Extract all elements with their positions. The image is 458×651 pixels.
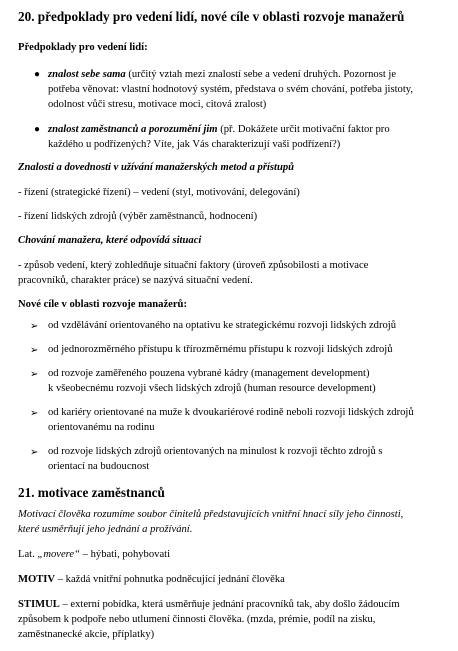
goal-line: od jednorozměrného přístupu k třírozměrnému přístupu k rozvoji lidských zdrojů (48, 344, 393, 355)
arrow-bullet-icon: ➢ (30, 408, 39, 419)
goals-heading: Nové cíle v oblasti rozvoje manažerů: (18, 299, 187, 310)
latin-suffix: – hýbati, pohybovati (80, 549, 171, 560)
prereq-heading: Předpoklady pro vedení lidí: (18, 42, 148, 53)
prereq-list (18, 67, 448, 152)
arrow-bullet-icon: ➢ (30, 447, 39, 458)
bullet-term: znalost sebe sama (48, 69, 126, 80)
bullet-icon: ● (34, 124, 41, 135)
latin-origin (18, 547, 448, 562)
motiv-definition (18, 572, 448, 587)
goals-list (18, 318, 448, 474)
bullet-text: potřeba věnovat: vlastní hodnotový systém, představa o svém chování, potřeba jistoty, (48, 84, 414, 95)
behavior-heading: Chování manažera, které odpovídá situaci (18, 235, 202, 246)
stimul-text: způsobem k podpoře nebo utlumení činnosti člověka. (mzda, prémie, podíl na zisku, (18, 614, 376, 625)
bullet-term: znalost zaměstnanců a porozumění jim (48, 124, 218, 135)
motiv-text: – každá vnitřní pohnutka podněcující jednání člověka (55, 574, 285, 585)
section-21-title: 21. motivace zaměstnanců (18, 485, 165, 500)
behavior-text (18, 258, 448, 288)
stimul-term: STIMUL (18, 599, 60, 610)
list-item (18, 405, 448, 435)
goal-line: orientací na budoucnost (48, 461, 150, 472)
goal-line: od rozvoje zaměřeného pouzena vybrané kádry (management development) (48, 368, 370, 379)
list-item (18, 122, 448, 152)
bullet-text: (určitý vztah mezi znalostí sebe a vedení druhých. Pozornost je (125, 69, 397, 80)
bullet-text: každého u podřízených? Víte, jak Vás charakterizují vaši podřízení?) (48, 139, 341, 150)
latin-word: „movere“ (37, 549, 80, 560)
stimul-definition (18, 597, 448, 642)
bullet-text: (př. Dokážete určit motivační faktor pro (217, 124, 390, 135)
goal-line: orientovanému na rodinu (48, 422, 155, 433)
arrow-bullet-icon: ➢ (30, 321, 39, 332)
list-item (18, 67, 448, 112)
list-item (18, 444, 448, 474)
list-item (18, 342, 448, 357)
bullet-text: odolnost vůči stresu, motivace moci, citová zralost) (48, 99, 267, 110)
knowledge-heading: Znalosti a dovednosti v užívání manažerských metod a přístupů (18, 162, 295, 173)
arrow-bullet-icon: ➢ (30, 345, 39, 356)
bullet-icon: ● (34, 69, 41, 80)
goal-line: od kariéry orientované na muže k dvoukariérové rodině neboli rozvoji lidských zdrojů (48, 407, 414, 418)
behavior-line: pracovníků, charakter práce) se nazývá situační vedení. (18, 275, 253, 286)
goal-line: od vzdělávání orientovaného na optativu ke strategickému rozvoji lidských zdrojů (48, 320, 397, 331)
motiv-term: MOTIV (18, 574, 56, 585)
knowledge-item: - řízení lidských zdrojů (výběr zaměstnanců, hodnocení) (18, 211, 258, 222)
behavior-line: - způsob vedení, který zohledňuje situační faktory (úroveň způsobilosti a motivace (18, 260, 369, 271)
latin-prefix: Lat. (18, 549, 38, 560)
stimul-text: zaměstnanecké akcie, příplatky) (18, 629, 155, 640)
definition-line: které usměrňují jeho jednání a prožívání. (18, 524, 193, 535)
goal-line: od rozvoje lidských zdrojů orientovaných na minulost k rozvoji těchto zdrojů s (48, 446, 383, 457)
definition-line: Motivací člověka rozumíme soubor činitelů představujících vnitřní hnací síly jeho činnosti, (18, 509, 404, 520)
list-item (18, 366, 448, 396)
knowledge-item: - řízení (strategické řízení) – vedení (styl, motivování, delegování) (18, 187, 300, 198)
section-20-title: 20. předpoklady pro vedení lidí, nové cíle v oblasti rozvoje manažerů (18, 9, 405, 24)
list-item (18, 318, 448, 333)
stimul-text: – externí pobídka, která usměrňuje jednání pracovníků tak, aby došlo žádoucím (59, 599, 400, 610)
motivation-definition (18, 507, 448, 537)
goal-line: k všeobecnému rozvoji všech lidských zdrojů (human resource development) (48, 383, 376, 394)
arrow-bullet-icon: ➢ (30, 369, 39, 380)
